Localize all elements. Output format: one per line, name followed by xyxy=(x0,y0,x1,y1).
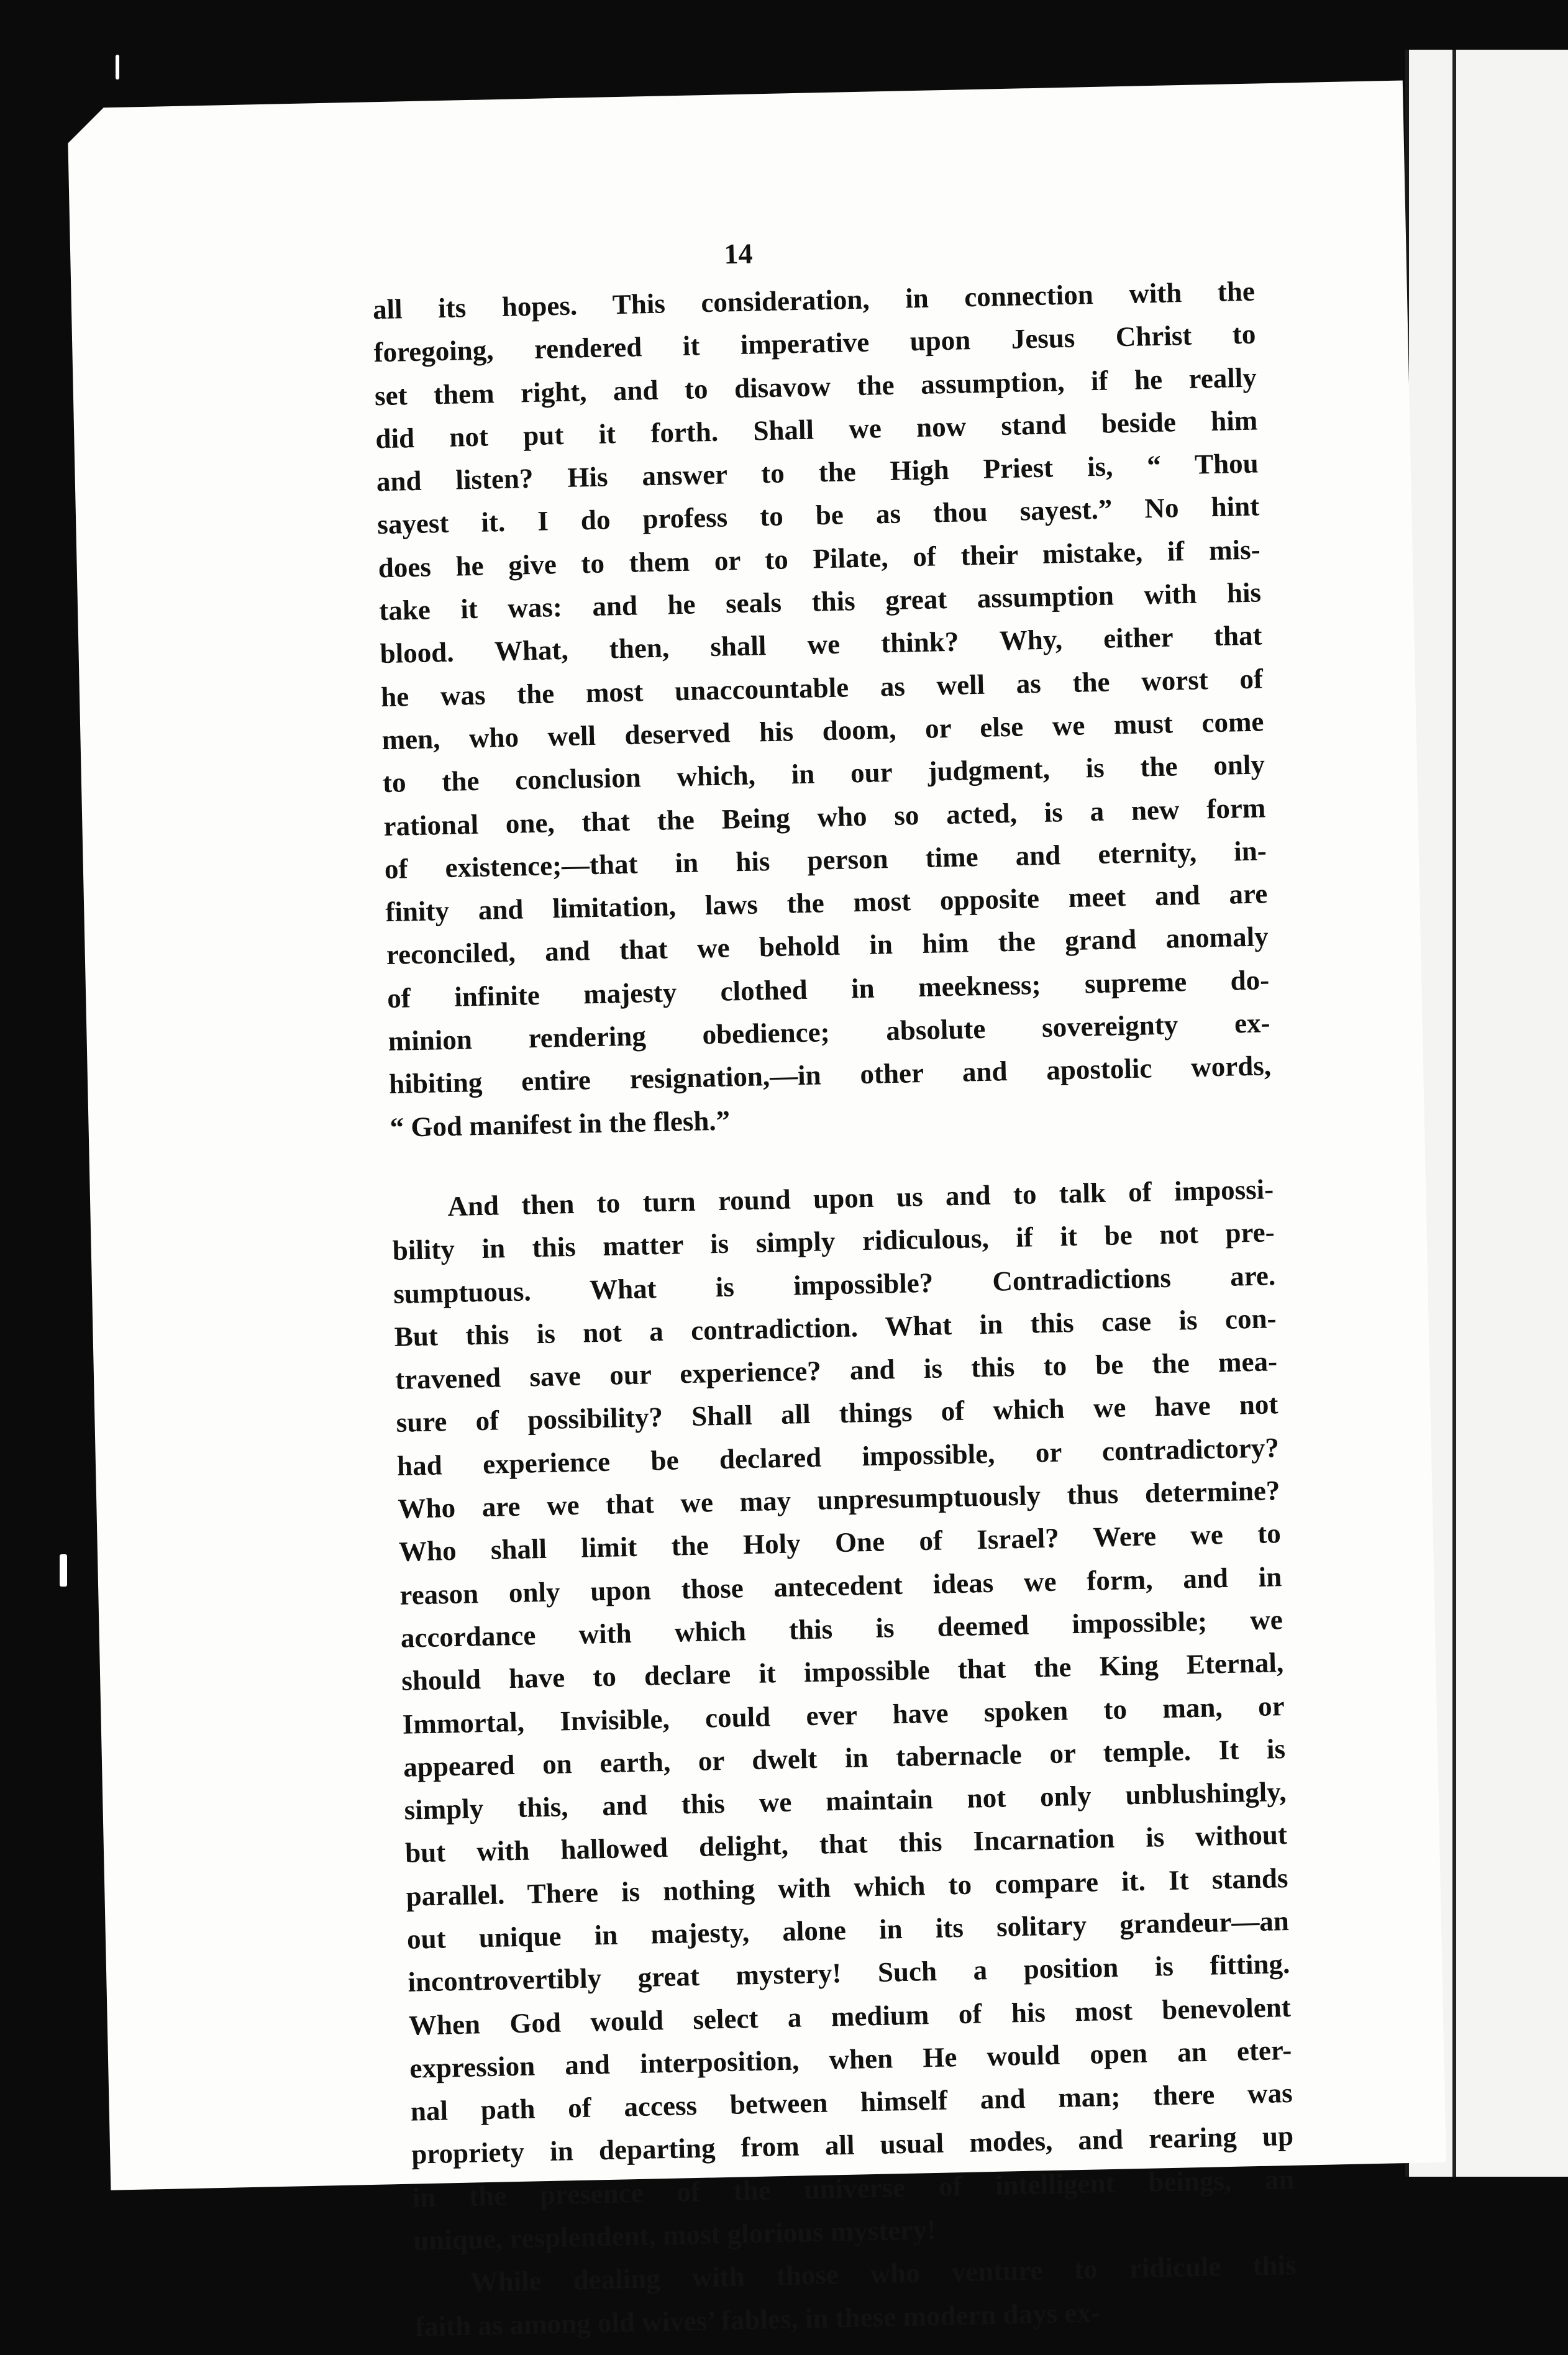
text-line: had experience be declared impossible, or contradictory? xyxy=(396,1431,1280,1482)
text-line: of infinite majesty clothed in meekness; supreme do- xyxy=(386,964,1270,1014)
text-line: should have to declare it impossible that the King Eternal, xyxy=(401,1647,1284,1697)
text-line: Who shall limit the Holy One of Israel? Were we to xyxy=(398,1518,1282,1568)
text-line: rational one, that the Being who so acted, is a new form xyxy=(383,791,1266,842)
text-line: accordance with which this is deemed impossible; we xyxy=(400,1603,1283,1654)
text-line: Who are we that we may unpresumptuously thus determine? xyxy=(398,1475,1280,1524)
text-line: expression and interposition, when He would open an eter- xyxy=(409,2034,1292,2084)
text-line: simply this, and this we maintain not only unblushingly, xyxy=(404,1776,1287,1826)
text-line: reason only upon those antecedent ideas we form, and in xyxy=(399,1560,1282,1611)
text-line: foregoing, rendered it imperative upon Jesus Christ to xyxy=(373,318,1256,368)
text-line: When God would select a medium of his most benevolent xyxy=(408,1991,1292,2041)
text-line: Immortal, Invisible, could ever have spoken to man, or xyxy=(402,1690,1285,1740)
text-line: sayest it. I do profess to be as thou sayest.” No hint xyxy=(376,490,1260,540)
text-line: appeared on earth, or dwelt in tabernacle or temple. It is xyxy=(403,1733,1286,1783)
text-line: And then to turn round upon us and to talk of impossi- xyxy=(447,1173,1274,1223)
text-line: faith as among old wives’ fables, in these modern days ex- xyxy=(414,2297,1101,2343)
page-corner xyxy=(67,94,117,144)
text-line: travened save our experience? and is this to be the mea- xyxy=(394,1346,1278,1396)
text-line: unique, resplendent, most glorious mystery! xyxy=(413,2214,937,2256)
text-line: propriety in departing from all usual modes, and rearing up xyxy=(411,2120,1294,2171)
text-line: set them right, and to disavow the assumption, if he really xyxy=(374,362,1257,411)
text-line: bility in this matter is simply ridiculous, if it be not pre- xyxy=(392,1216,1275,1267)
margin-mark xyxy=(116,55,119,80)
page-body xyxy=(372,270,1297,2349)
text-line: sure of possibility? Shall all things of which we have not xyxy=(396,1388,1279,1439)
paragraph-1 xyxy=(372,270,1272,1149)
text-line: But this is not a contradiction. What in this case is con- xyxy=(394,1303,1277,1352)
text-line: “ God manifest in the flesh.” xyxy=(390,1105,731,1143)
text-line: incontrovertibly great mystery! Such a position is fitting. xyxy=(408,1948,1290,1998)
text-line: sumptuous. What is impossible? Contradictions are. xyxy=(393,1259,1276,1310)
text-line: While dealing with those who venture to ridicule this xyxy=(470,2249,1297,2298)
text-line: finity and limitation, laws the most opposite meet and are xyxy=(385,878,1268,928)
text-line: all its hopes. This consideration, in connection with the xyxy=(372,275,1256,326)
margin-mark xyxy=(60,1554,67,1587)
text-line: take it was: and he seals this great assumption with his xyxy=(378,576,1262,627)
book-page xyxy=(67,80,1446,2343)
text-line: minion rendering obedience; absolute sovereignty ex- xyxy=(388,1007,1271,1057)
text-line: in the presence of the universe of intelligent beings, an xyxy=(412,2163,1295,2213)
text-line: to the conclusion which, in our judgment, is the only xyxy=(382,749,1265,799)
text-line: nal path of access between himself and man; there was xyxy=(410,2077,1293,2127)
text-line: men, who well deserved his doom, or else we must come xyxy=(381,706,1264,756)
paragraph-3 xyxy=(414,2244,1298,2348)
text-line: he was the most unaccountable as well as the worst of xyxy=(380,663,1264,713)
text-line: did not put it forth. Shall we now stand beside him xyxy=(375,404,1258,455)
text-line: of existence;—that in his person time and eternity, in- xyxy=(384,835,1267,885)
text-line: but with hallowed delight, that this Incarnation is without xyxy=(404,1819,1288,1869)
text-line: out unique in majesty, alone in its solitary grandeur—an xyxy=(406,1905,1290,1955)
text-line: hibiting entire resignation,—in other and apostolic words, xyxy=(388,1050,1272,1100)
paragraph-2 xyxy=(391,1168,1296,2262)
text-line: blood. What, then, shall we think? Why, either that xyxy=(380,619,1262,670)
text-line: and listen? His answer to the High Priest is, “ Thou xyxy=(376,447,1259,498)
text-line: parallel. There is nothing with which to compare it. It stands xyxy=(406,1862,1288,1912)
page-number: 14 xyxy=(723,237,753,270)
text-line: reconciled, and that we behold in him the grand anomaly xyxy=(386,921,1269,971)
text-line: does he give to them or to Pilate, of their mistake, if mis- xyxy=(378,534,1261,583)
